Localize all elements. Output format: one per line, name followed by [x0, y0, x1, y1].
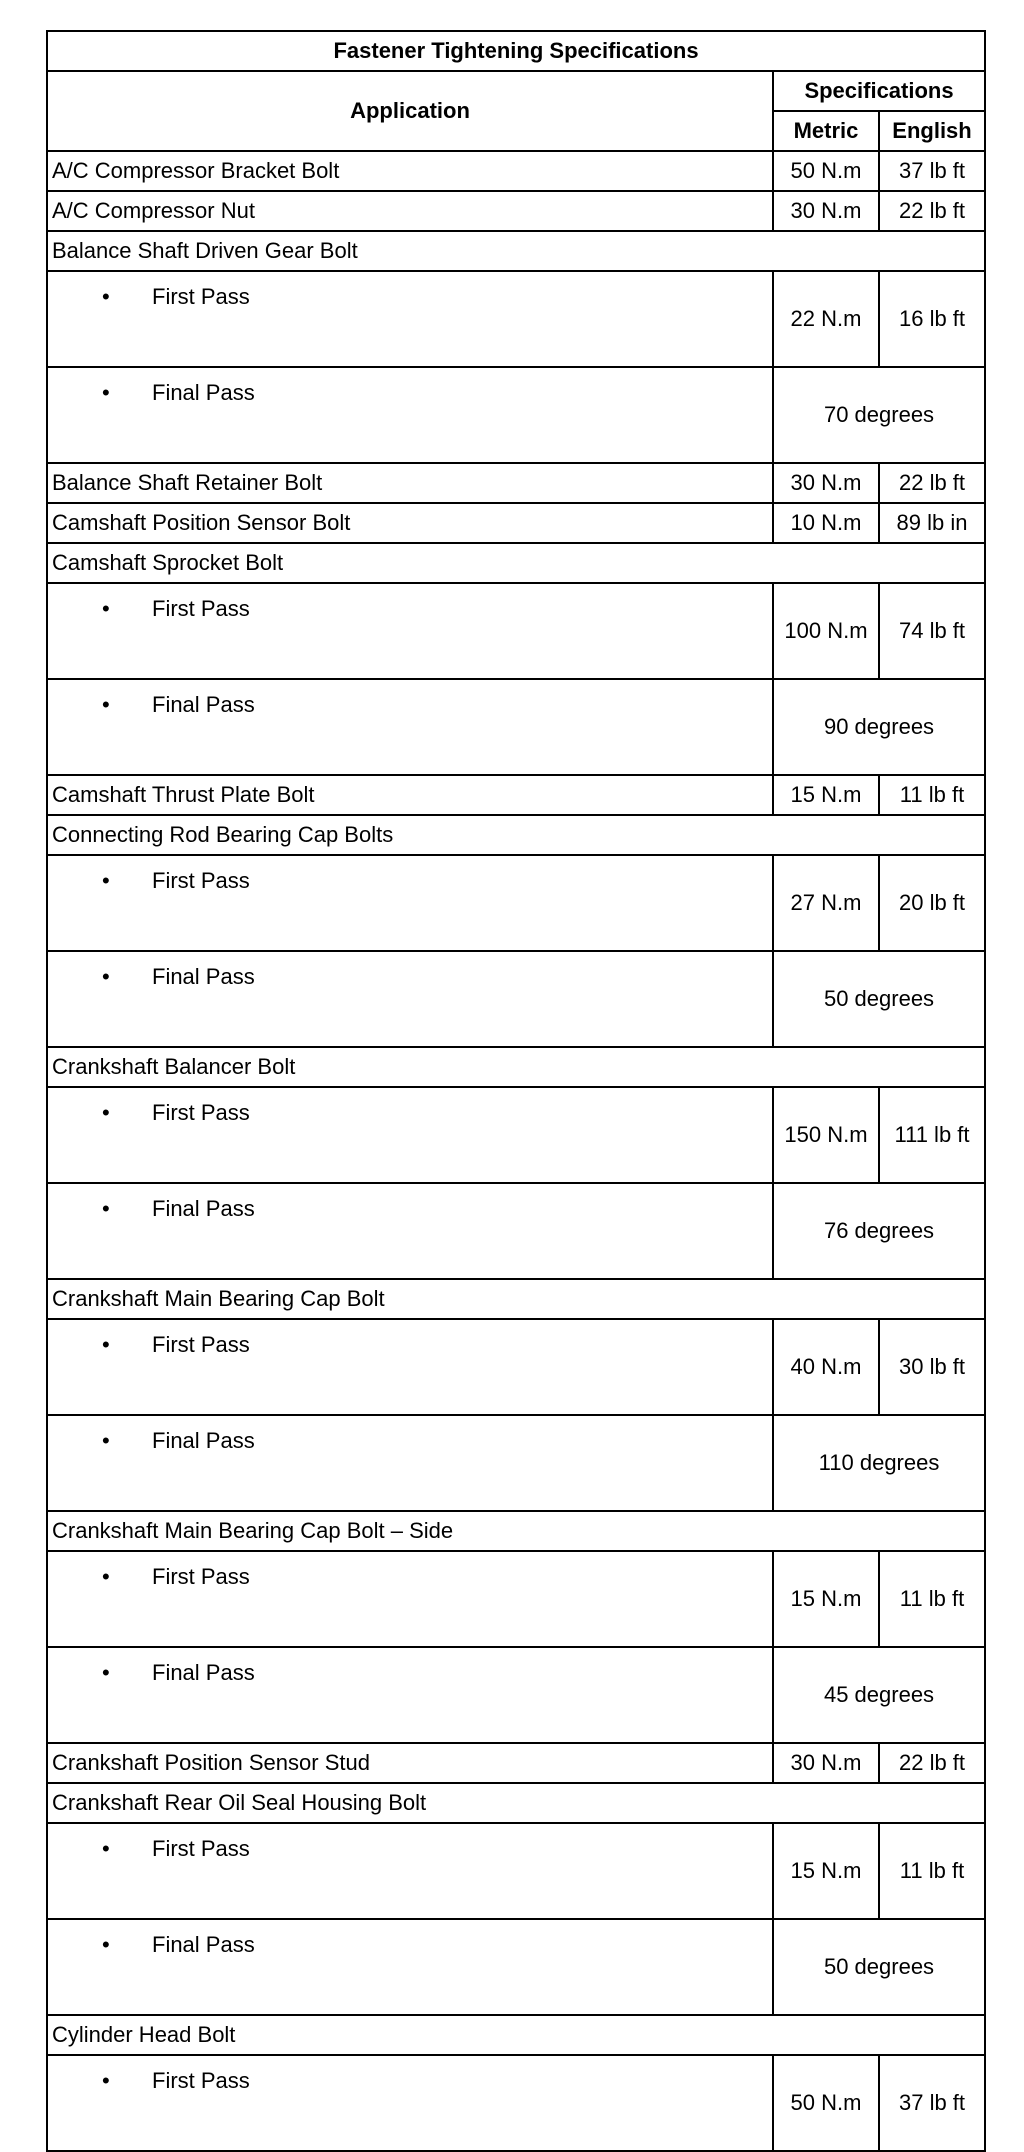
metric-value: 30 N.m — [773, 191, 879, 231]
pass-cell — [47, 1183, 773, 1279]
angle-value: 110 degrees — [773, 1415, 985, 1511]
pass-row — [47, 1551, 985, 1647]
application-cell: Crankshaft Position Sensor Stud — [47, 1743, 773, 1783]
pass-cell — [47, 271, 773, 367]
english-value: 22 lb ft — [879, 1743, 985, 1783]
group-row — [47, 2015, 985, 2055]
pass-row — [47, 1415, 985, 1511]
pass-label: Final Pass — [152, 964, 255, 989]
pass-row — [47, 583, 985, 679]
english-value: 22 lb ft — [879, 463, 985, 503]
bullet-icon: • — [102, 284, 110, 309]
pass-cell — [47, 2055, 773, 2151]
pass-row — [47, 1919, 985, 2015]
application-cell: Camshaft Thrust Plate Bolt — [47, 775, 773, 815]
metric-value: 50 N.m — [773, 2055, 879, 2151]
pass-label: Final Pass — [152, 1428, 255, 1453]
metric-value: 15 N.m — [773, 1823, 879, 1919]
angle-value: 45 degrees — [773, 1647, 985, 1743]
english-value: 11 lb ft — [879, 1823, 985, 1919]
bullet-icon: • — [102, 1100, 110, 1125]
bullet-icon: • — [102, 596, 110, 621]
pass-row — [47, 855, 985, 951]
pass-row — [47, 679, 985, 775]
english-value: 30 lb ft — [879, 1319, 985, 1415]
table-row — [47, 191, 985, 231]
pass-cell — [47, 1319, 773, 1415]
pass-label: First Pass — [152, 1836, 250, 1861]
pass-label: Final Pass — [152, 1932, 255, 1957]
angle-value: 70 degrees — [773, 367, 985, 463]
metric-value: 10 N.m — [773, 503, 879, 543]
group-label: Crankshaft Main Bearing Cap Bolt – Side — [47, 1511, 985, 1551]
bullet-icon: • — [102, 1196, 110, 1221]
angle-value: 76 degrees — [773, 1183, 985, 1279]
english-value: 37 lb ft — [879, 151, 985, 191]
group-label: Connecting Rod Bearing Cap Bolts — [47, 815, 985, 855]
pass-cell — [47, 583, 773, 679]
pass-cell — [47, 855, 773, 951]
spec-sheet — [46, 30, 986, 2152]
metric-value: 22 N.m — [773, 271, 879, 367]
metric-value: 27 N.m — [773, 855, 879, 951]
metric-value: 15 N.m — [773, 775, 879, 815]
application-cell: A/C Compressor Bracket Bolt — [47, 151, 773, 191]
pass-cell — [47, 1551, 773, 1647]
pass-cell — [47, 679, 773, 775]
pass-cell — [47, 367, 773, 463]
angle-value: 50 degrees — [773, 1919, 985, 2015]
metric-value: 15 N.m — [773, 1551, 879, 1647]
table-row — [47, 151, 985, 191]
pass-row — [47, 1087, 985, 1183]
group-row — [47, 1279, 985, 1319]
group-label: Crankshaft Balancer Bolt — [47, 1047, 985, 1087]
english-value: 20 lb ft — [879, 855, 985, 951]
group-row — [47, 1047, 985, 1087]
pass-label: Final Pass — [152, 692, 255, 717]
group-row — [47, 815, 985, 855]
english-value: 11 lb ft — [879, 775, 985, 815]
english-value: 22 lb ft — [879, 191, 985, 231]
pass-label: First Pass — [152, 1100, 250, 1125]
metric-value: 30 N.m — [773, 463, 879, 503]
pass-label: First Pass — [152, 596, 250, 621]
pass-row — [47, 271, 985, 367]
title-row — [47, 31, 985, 71]
application-cell: Balance Shaft Retainer Bolt — [47, 463, 773, 503]
application-header: Application — [47, 71, 773, 151]
group-label: Crankshaft Rear Oil Seal Housing Bolt — [47, 1783, 985, 1823]
fastener-spec-table — [46, 30, 986, 2152]
metric-value: 50 N.m — [773, 151, 879, 191]
group-label: Crankshaft Main Bearing Cap Bolt — [47, 1279, 985, 1319]
metric-value: 40 N.m — [773, 1319, 879, 1415]
english-value: 74 lb ft — [879, 583, 985, 679]
pass-row — [47, 1647, 985, 1743]
group-row — [47, 1783, 985, 1823]
pass-cell — [47, 1823, 773, 1919]
specifications-header: Specifications — [773, 71, 985, 111]
metric-value: 30 N.m — [773, 1743, 879, 1783]
pass-row — [47, 1183, 985, 1279]
table-row — [47, 503, 985, 543]
metric-value: 100 N.m — [773, 583, 879, 679]
group-row — [47, 231, 985, 271]
pass-label: Final Pass — [152, 1196, 255, 1221]
table-row — [47, 463, 985, 503]
pass-cell — [47, 1919, 773, 2015]
bullet-icon: • — [102, 1428, 110, 1453]
bullet-icon: • — [102, 692, 110, 717]
group-row — [47, 1511, 985, 1551]
angle-value: 50 degrees — [773, 951, 985, 1047]
application-cell: Camshaft Position Sensor Bolt — [47, 503, 773, 543]
group-row — [47, 543, 985, 583]
bullet-icon: • — [102, 380, 110, 405]
english-value: 89 lb in — [879, 503, 985, 543]
bullet-icon: • — [102, 1660, 110, 1685]
bullet-icon: • — [102, 964, 110, 989]
pass-label: First Pass — [152, 1564, 250, 1589]
group-label: Camshaft Sprocket Bolt — [47, 543, 985, 583]
pass-cell — [47, 951, 773, 1047]
pass-row — [47, 367, 985, 463]
pass-label: First Pass — [152, 1332, 250, 1357]
pass-row — [47, 1823, 985, 1919]
pass-label: Final Pass — [152, 380, 255, 405]
group-label: Balance Shaft Driven Gear Bolt — [47, 231, 985, 271]
pass-row — [47, 1319, 985, 1415]
english-header: English — [879, 111, 985, 151]
bullet-icon: • — [102, 868, 110, 893]
pass-label: Final Pass — [152, 1660, 255, 1685]
pass-cell — [47, 1415, 773, 1511]
group-label: Cylinder Head Bolt — [47, 2015, 985, 2055]
english-value: 111 lb ft — [879, 1087, 985, 1183]
pass-label: First Pass — [152, 284, 250, 309]
english-value: 11 lb ft — [879, 1551, 985, 1647]
application-cell: A/C Compressor Nut — [47, 191, 773, 231]
pass-row — [47, 2055, 985, 2151]
english-value: 37 lb ft — [879, 2055, 985, 2151]
bullet-icon: • — [102, 1332, 110, 1357]
pass-label: First Pass — [152, 2068, 250, 2093]
metric-header: Metric — [773, 111, 879, 151]
spec-table-body — [47, 151, 985, 2151]
bullet-icon: • — [102, 1564, 110, 1589]
header-row — [47, 71, 985, 111]
metric-value: 150 N.m — [773, 1087, 879, 1183]
pass-cell — [47, 1647, 773, 1743]
table-title: Fastener Tightening Specifications — [47, 31, 985, 71]
english-value: 16 lb ft — [879, 271, 985, 367]
pass-cell — [47, 1087, 773, 1183]
pass-label: First Pass — [152, 868, 250, 893]
angle-value: 90 degrees — [773, 679, 985, 775]
bullet-icon: • — [102, 1836, 110, 1861]
pass-row — [47, 951, 985, 1047]
table-row — [47, 775, 985, 815]
bullet-icon: • — [102, 1932, 110, 1957]
table-row — [47, 1743, 985, 1783]
bullet-icon: • — [102, 2068, 110, 2093]
